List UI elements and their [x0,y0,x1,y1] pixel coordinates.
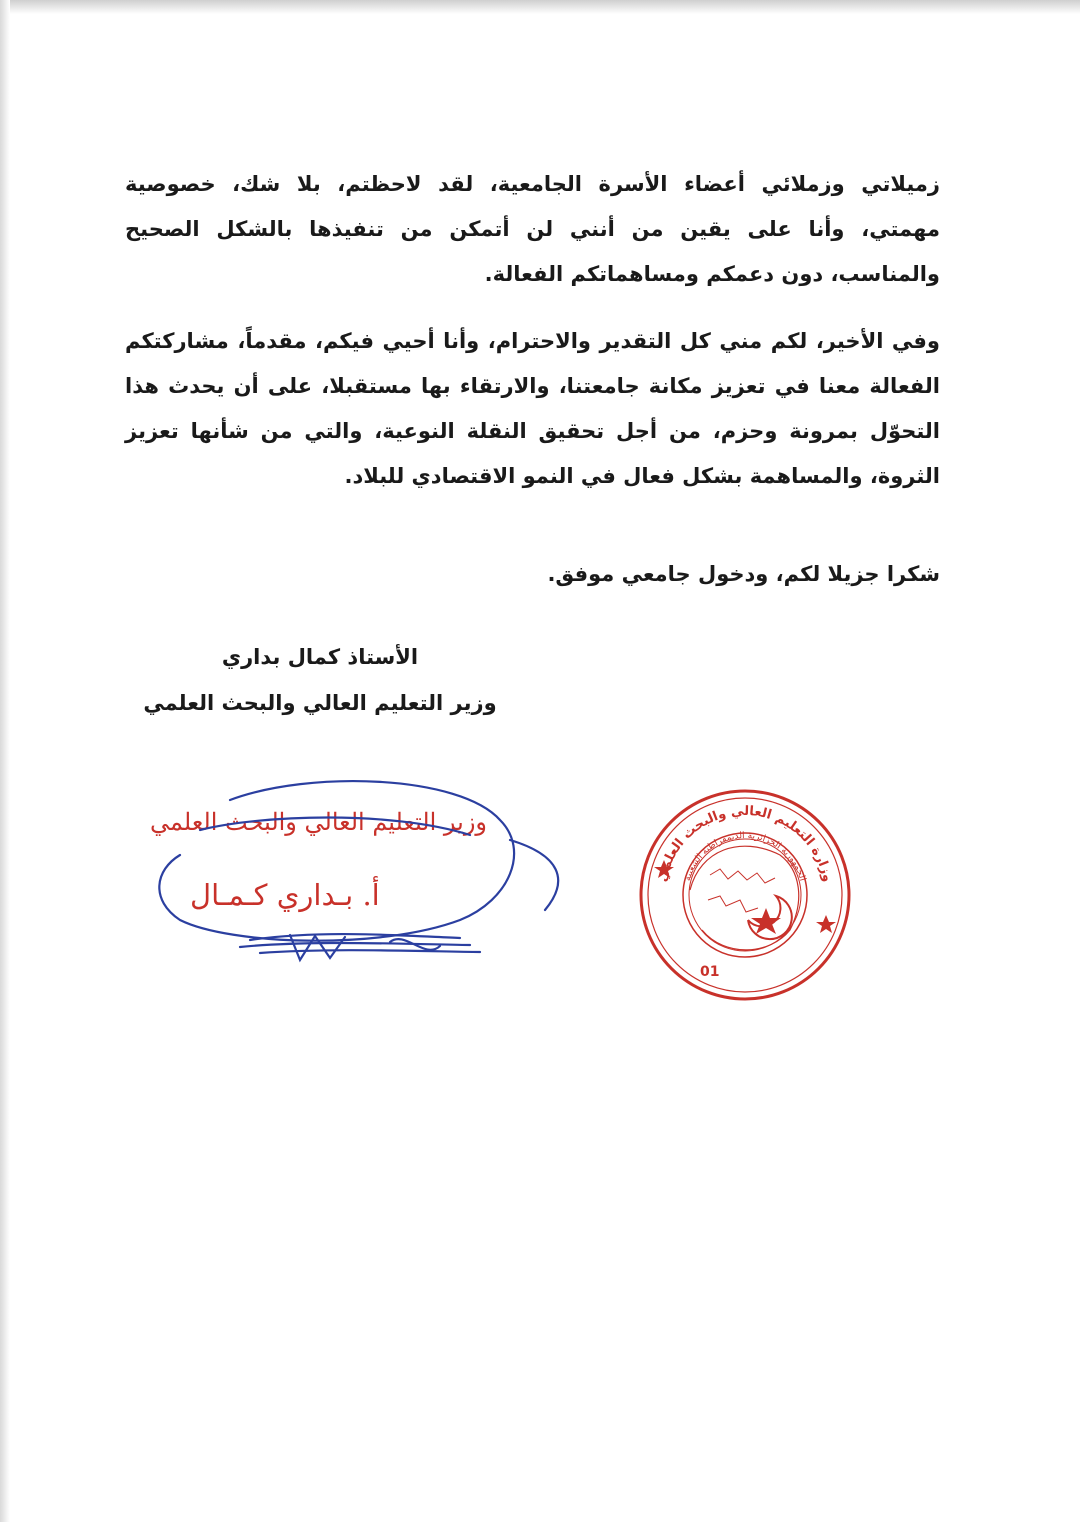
signatory-title: وزير التعليم العالي والبحث العلمي [143,691,497,715]
seal-icon [630,780,860,1010]
scan-edge-left [0,0,10,1522]
letter-paragraph-2: وفي الأخير، لكم مني كل التقدير والاحترام، وأنا أحيي فيكم، مقدماً، مشاركتكم الفعالة معنا في تعزيز مكانة جامعتنا، والارتقاء بها مستقبلا، على أن يحدث هذا التحوّل بمرونة وحزم، من أجل تحقيق النقلة النوعية، والتي من شأنها تعزيز الثروة، والمساهمة بشكل فعال في النمو الاقتصادي للبلاد. [125,329,940,488]
scan-edge-top [0,0,1080,14]
letter-paragraph-3: شكرا جزيلا لكم، ودخول جامعي موفق. [547,562,940,586]
seal-inner-text: الجمهورية الجزائرية الديمقراطية الشعبية [682,831,808,883]
letter-paragraph-1: زميلاتي وزملائي أعضاء الأسرة الجامعية، لقد لاحظتم، بلا شك، خصوصية مهمتي، وأنا على يقين من أنني لن أتمكن من تنفيذها بالشكل الصحيح والمناسب، دون دعمكم ومساهماتكم الفعالة. [125,172,940,286]
name-stamp-title: وزير التعليم العالي والبحث العلمي [150,808,488,836]
official-seal [630,780,860,1010]
signatory-name: الأستاذ كمال بداري [221,645,419,669]
seal-number: 01 [700,964,720,980]
svg-text:الجمهورية الجزائرية الديمقراطي [683,831,807,882]
svg-text:وزارة التعليم العالي والبحث ال [655,804,835,884]
seal-outer-text: وزارة التعليم العالي والبحث العلمي [655,803,835,884]
handwritten-signature [140,760,580,980]
name-stamp-name: أ. بـداري كـمـال [190,878,380,912]
